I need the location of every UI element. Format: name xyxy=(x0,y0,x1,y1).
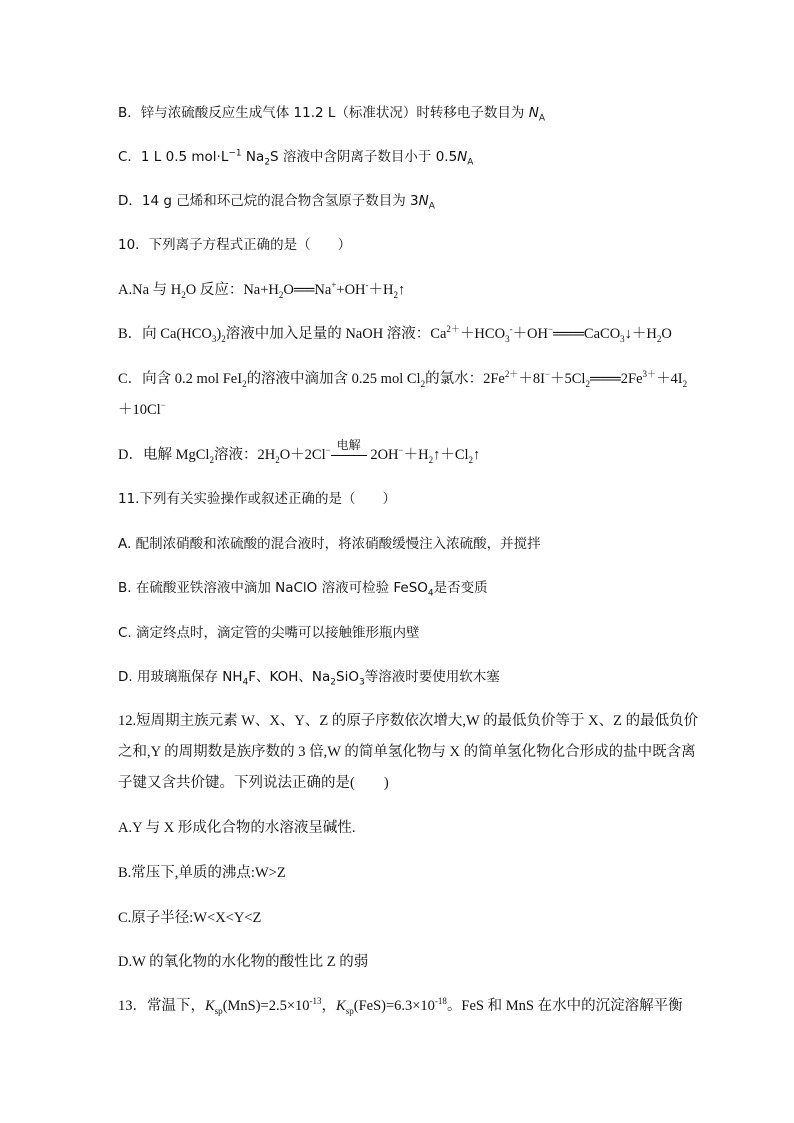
eq-text: ↓＋H xyxy=(624,326,657,342)
option-text: 是否变质 xyxy=(433,580,488,596)
subscript: 3 xyxy=(505,333,510,344)
question-12-stem-line3 xyxy=(118,774,389,792)
eq-text: ) xyxy=(216,326,222,342)
subscript: 2 xyxy=(428,454,434,465)
superscript: 2＋ xyxy=(504,369,519,380)
eq-text: ＋H xyxy=(368,282,394,298)
eq-text: ↑ xyxy=(473,447,481,463)
option-text: S 溶液中含阴离子数目小于 0.5 xyxy=(270,149,458,165)
subscript: 2 xyxy=(209,454,214,465)
question-text: ， xyxy=(321,998,337,1014)
subscript: A xyxy=(467,157,474,168)
eq-text: ＋5Cl xyxy=(550,371,586,387)
option-text: A. 配制浓硝酸和浓硫酸的混合液时，将浓硝酸缓慢注入浓硫酸，并搅拌 xyxy=(118,536,541,552)
subscript: 2 xyxy=(468,454,474,465)
option-c-na2s xyxy=(118,148,473,166)
eq-text: ＋H xyxy=(403,447,429,463)
superscript: − xyxy=(398,445,404,456)
question-12-stem-line2 xyxy=(118,743,696,761)
option-text: D．14 g 己烯和环己烷的混合物含氢原子数目为 3 xyxy=(118,193,419,209)
option-text: C.原子半径:W<X<Y<Z xyxy=(118,910,262,926)
superscript: −1 xyxy=(228,148,242,159)
option-d-hexene xyxy=(118,192,435,210)
subscript: 2 xyxy=(330,677,337,688)
superscript: - xyxy=(509,324,513,335)
superscript: 3＋ xyxy=(642,369,657,380)
avogadro-symbol: N xyxy=(418,193,429,209)
question-text: 12.短周期主族元素 W、X、Y、Z 的原子序数依次增大,W 的最低负价等于 X、Z 的最低负价 xyxy=(118,713,699,729)
subscript: 2 xyxy=(181,289,186,300)
eq-text: ＋HCO xyxy=(459,326,506,342)
subscript: A xyxy=(538,113,545,124)
eq-text: O 反应：Na+H xyxy=(185,282,279,298)
eq-text: B．向 Ca(HCO xyxy=(118,326,212,342)
eq-text: 的氯水：2Fe xyxy=(425,371,505,387)
option-text: C．1 L 0.5 mol·L xyxy=(118,149,229,165)
eq-text: ═══CaCO xyxy=(553,326,621,342)
question-text: (FeS)=6.3×10 xyxy=(353,998,435,1014)
superscript: + xyxy=(331,280,337,291)
eq-text: O xyxy=(661,326,672,342)
question-12-stem-line1 xyxy=(118,712,698,730)
q12-option-a xyxy=(118,819,356,837)
electrolysis-label: 电解 xyxy=(336,438,361,452)
q10-option-c-continued xyxy=(118,401,166,419)
option-text: 等溶液时要使用软木塞 xyxy=(364,669,500,685)
eq-text: ↑＋Cl xyxy=(433,447,469,463)
option-text: B.常压下,单质的沸点:W>Z xyxy=(118,865,286,881)
option-text: F、KOH、Na xyxy=(248,669,331,685)
question-11-stem xyxy=(118,490,396,508)
subscript: 3 xyxy=(211,333,217,344)
q10-option-c xyxy=(118,370,687,388)
q10-option-a xyxy=(118,281,405,299)
q11-option-d xyxy=(118,668,500,686)
eq-text: ＋8I xyxy=(518,371,545,387)
q10-option-b xyxy=(118,325,672,343)
eq-text: ↑ xyxy=(398,282,406,298)
superscript: − xyxy=(325,445,331,456)
subscript: 2 xyxy=(585,378,590,389)
eq-text: 溶液中加入足量的 NaOH 溶液：Ca xyxy=(225,326,447,342)
question-text: 11.下列有关实验操作或叙述正确的是（ ） xyxy=(118,491,396,507)
option-text: B．锌与浓硫酸反应生成气体 11.2 L（标准状况）时转移电子数目为 xyxy=(118,105,529,121)
q10-option-d xyxy=(118,438,481,465)
eq-text: O══Na xyxy=(283,282,332,298)
q12-option-b xyxy=(118,864,286,882)
eq-text: 溶液：2H xyxy=(213,447,276,463)
superscript: − xyxy=(160,400,166,411)
q12-option-d xyxy=(118,953,368,971)
avogadro-symbol: N xyxy=(457,149,468,165)
subscript: A xyxy=(428,201,435,212)
eq-text: +OH xyxy=(336,282,366,298)
q11-option-c xyxy=(118,624,420,642)
question-text: 10．下列离子方程式正确的是（ ） xyxy=(118,237,352,253)
subscript: 2 xyxy=(656,333,662,344)
eq-text: D．电解 MgCl xyxy=(118,447,210,463)
subscript: 3 xyxy=(620,333,625,344)
subscript: 4 xyxy=(427,588,434,599)
question-13-stem xyxy=(118,997,683,1015)
option-text: D. 用玻璃瓶保存 NH xyxy=(118,669,243,685)
q12-option-c xyxy=(118,909,261,927)
subscript: sp xyxy=(345,1005,354,1016)
eq-text: 2OH xyxy=(366,447,399,463)
option-text: B. 在硫酸亚铁溶液中滴加 NaClO 溶液可检验 FeSO xyxy=(118,580,428,596)
option-b-zinc xyxy=(118,104,545,122)
subscript: 2 xyxy=(393,289,399,300)
electrolysis-arrow xyxy=(331,438,367,464)
superscript: − xyxy=(548,324,554,335)
subscript: 4 xyxy=(242,677,249,688)
question-text: 子键又含共价键。下列说法正确的是( ) xyxy=(118,775,389,791)
question-text: 。FeS 和 MnS 在水中的沉淀溶解平衡 xyxy=(446,998,683,1014)
eq-text: A.Na 与 H xyxy=(118,282,182,298)
subscript: 2 xyxy=(275,454,280,465)
question-text: 之和,Y 的周期数是族序数的 3 倍,W 的简单氢化物与 X 的简单氢化物化合形成的盐中既含离 xyxy=(118,744,696,760)
subscript: 2 xyxy=(420,378,426,389)
superscript: − xyxy=(544,369,551,380)
subscript: 2 xyxy=(278,289,284,300)
reaction-bar xyxy=(331,455,367,456)
superscript: 2＋ xyxy=(446,324,460,335)
question-10-stem xyxy=(118,236,351,254)
ksp-symbol: K xyxy=(205,998,215,1014)
superscript: -13 xyxy=(309,996,322,1007)
avogadro-symbol: N xyxy=(528,105,539,121)
option-text: D.W 的氧化物的水化物的酸性比 Z 的弱 xyxy=(118,954,369,970)
subscript: 2 xyxy=(221,333,226,344)
q11-option-b xyxy=(118,579,488,597)
superscript: -18 xyxy=(434,996,447,1007)
eq-text: ＋OH xyxy=(512,326,549,342)
question-text: 13．常温下， xyxy=(118,998,205,1014)
ksp-symbol: K xyxy=(336,998,346,1014)
subscript: 2 xyxy=(242,378,247,389)
q11-option-a xyxy=(118,535,541,553)
subscript: 3 xyxy=(358,677,365,688)
eq-text: 的溶液中滴加含 0.25 mol Cl xyxy=(246,371,421,387)
option-text: SiO xyxy=(336,669,359,685)
option-text: A.Y 与 X 形成化合物的水溶液呈碱性. xyxy=(118,820,356,836)
eq-text: ＋4I xyxy=(656,371,683,387)
subscript: 2 xyxy=(682,378,688,389)
option-text: Na xyxy=(241,149,265,165)
eq-text: ＋10Cl xyxy=(118,402,161,418)
question-text: (MnS)=2.5×10 xyxy=(222,998,310,1014)
subscript: 2 xyxy=(264,157,271,168)
eq-text: ═══2Fe xyxy=(589,371,643,387)
superscript: - xyxy=(365,280,369,291)
eq-text: C．向含 0.2 mol FeI xyxy=(118,371,243,387)
eq-text: O＋2Cl xyxy=(279,447,326,463)
option-text: C. 滴定终点时，滴定管的尖嘴可以接触锥形瓶内壁 xyxy=(118,625,420,641)
subscript: sp xyxy=(214,1005,223,1016)
